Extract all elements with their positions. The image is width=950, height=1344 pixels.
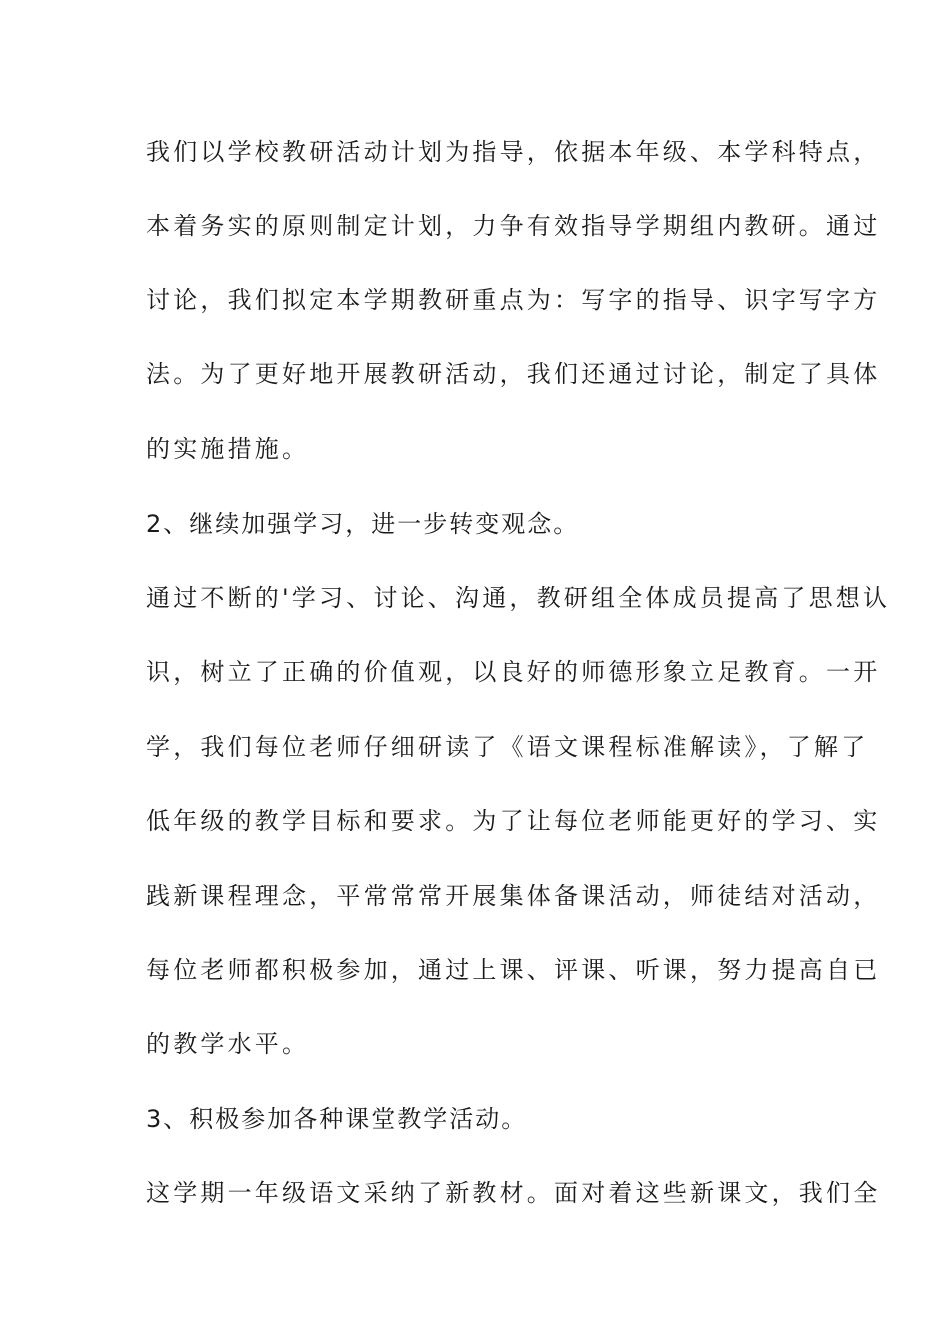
paragraph-line: 的教学水平。 bbox=[146, 1030, 310, 1058]
paragraph-line: 讨论，我们拟定本学期教研重点为：写字的指导、识字写字方 bbox=[146, 286, 881, 314]
paragraph-line: 这学期一年级语文采纳了新教材。面对着这些新课文，我们全 bbox=[146, 1179, 881, 1207]
paragraph-line: 低年级的教学目标和要求。为了让每位老师能更好的学习、实 bbox=[146, 807, 881, 835]
paragraph-line: 学，我们每位老师仔细研读了《语文课程标准解读》，了解了 bbox=[146, 733, 869, 761]
section-heading: 3、积极参加各种课堂教学活动。 bbox=[146, 1105, 528, 1133]
paragraph-line: 识，树立了正确的价值观，以良好的师德形象立足教育。一开 bbox=[146, 658, 881, 686]
paragraph-line: 本着务实的原则制定计划，力争有效指导学期组内教研。通过 bbox=[146, 212, 881, 240]
paragraph-line: 通过不断的'学习、讨论、沟通，教研组全体成员提高了思想认 bbox=[146, 584, 891, 612]
section-heading: 2、继续加强学习，进一步转变观念。 bbox=[146, 510, 580, 538]
paragraph-line: 我们以学校教研活动计划为指导，依据本年级、本学科特点， bbox=[146, 138, 881, 166]
paragraph-line: 每位老师都积极参加，通过上课、评课、听课，努力提高自已 bbox=[146, 956, 881, 984]
paragraph-line: 的实施措施。 bbox=[146, 435, 310, 463]
paragraph-line: 法。为了更好地开展教研活动，我们还通过讨论，制定了具体 bbox=[146, 360, 881, 388]
paragraph-line: 践新课程理念，平常常常开展集体备课活动，师徒结对活动， bbox=[146, 882, 881, 910]
